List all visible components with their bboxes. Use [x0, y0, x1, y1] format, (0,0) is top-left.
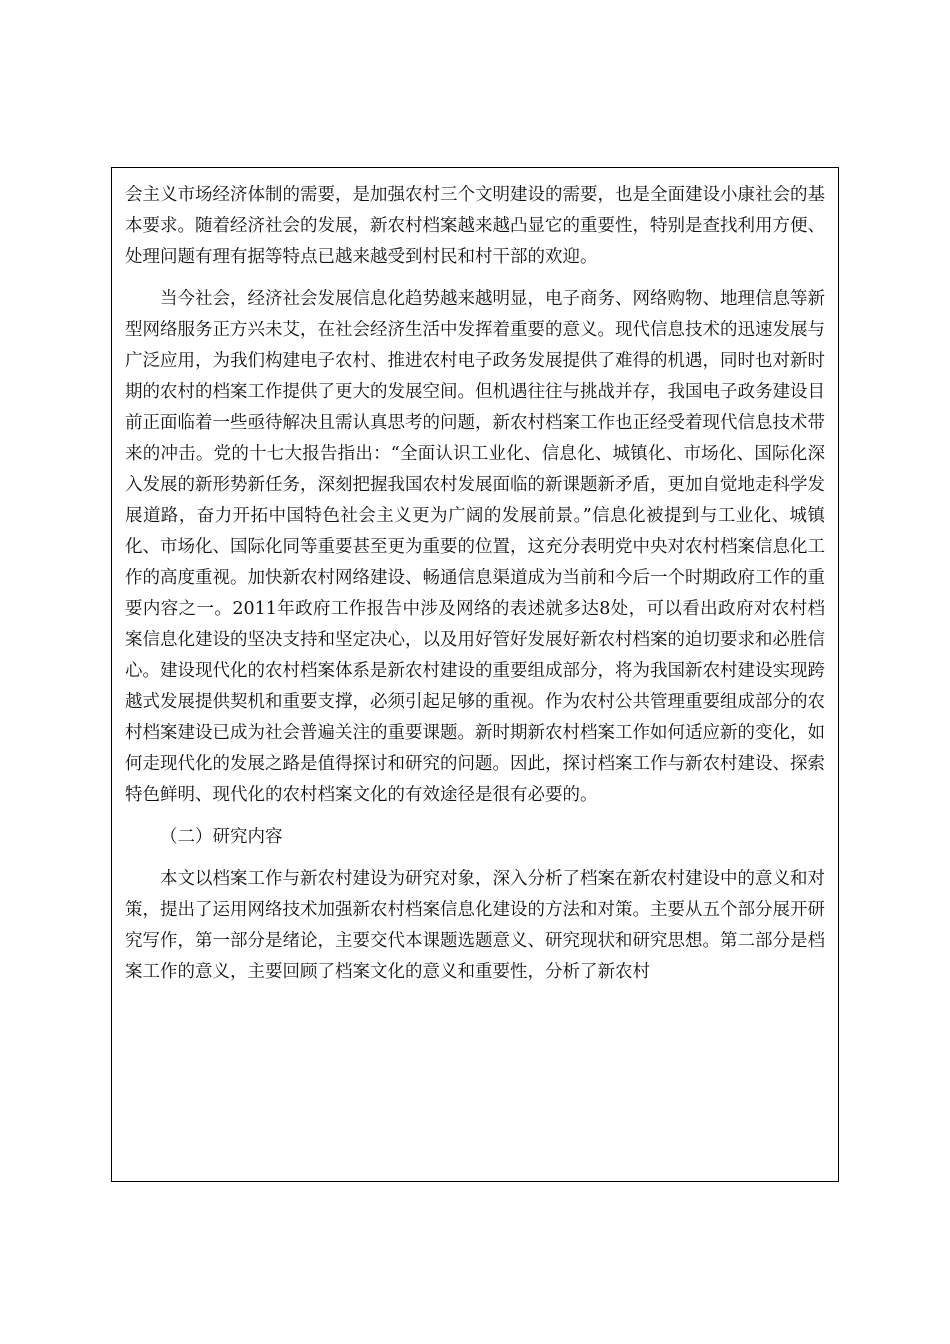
document-body [112, 168, 838, 988]
paragraph-informatization: 当今社会，经济社会发展信息化趋势越来越明显，电子商务、网络购物、地理信息等新型网络服务正方兴未艾，在社会经济生活中发挥着重要的意义。现代信息技术的迅速发展与广泛应用，为我们构建电子农村、推进农村电子政务发展提供了难得的机遇，同时也对新时期的农村的档案工作提供了更大的发展空间。但机遇往往与挑战并存，我国电子政务建设目前正面临着一些亟待解决且需认真思考的问题，新农村档案工作也正经受着现代信息技术带来的冲击。党的十七大报告指出：“全面认识工业化、信息化、城镇化、市场化、国际化深入发展的新形势新任务，深刻把握我国农村发展面临的新课题新矛盾，更加自觉地走科学发展道路，奋力开拓中国特色社会主义更为广阔的发展前景。”信息化被提到与工业化、城镇化、市场化、国际化同等重要甚至更为重要的位置，这充分表明党中央对农村档案信息化工作的高度重视。加快新农村网络建设、畅通信息渠道成为当前和今后一个时期政府工作的重要内容之一。2011年政府工作报告中涉及网络的表述就多达8处，可以看出政府对农村档案信息化建设的坚决支持和坚定决心，以及用好管好发展好新农村档案的迫切要求和必胜信心。建设现代化的农村档案体系是新农村建设的重要组成部分，将为我国新农村建设实现跨越式发展提供契机和重要支撑，必须引起足够的重视。作为农村公共管理重要组成部分的农村档案建设已成为社会普遍关注的重要课题。新时期新农村档案工作如何适应新的变化，如何走现代化的发展之路是值得探讨和研究的问题。因此，探讨档案工作与新农村建设、探索特色鲜明、现代化的农村档案文化的有效途径是很有必要的。 [125, 289, 825, 805]
section-heading: （二）研究内容 [160, 827, 283, 847]
paragraph-research-content: 本文以档案工作与新农村建设为研究对象，深入分析了档案在新农村建设中的意义和对策，提出了运用网络技术加强新农村档案信息化建设的方法和对策。主要从五个部分展开研究写作，第一部分是绪论，主要交代本课题选题意义、研究现状和研究思想。第二部分是档案工作的意义，主要回顾了档案文化的意义和重要性，分析了新农村 [125, 869, 825, 982]
document-frame [111, 167, 839, 1182]
paragraph-continuation: 会主义市场经济体制的需要，是加强农村三个文明建设的需要，也是全面建设小康社会的基本要求。随着经济社会的发展，新农村档案越来越凸显它的重要性，特别是查找利用方便、处理问题有理有据等特点已越来越受到村民和村干部的欢迎。 [125, 185, 825, 267]
